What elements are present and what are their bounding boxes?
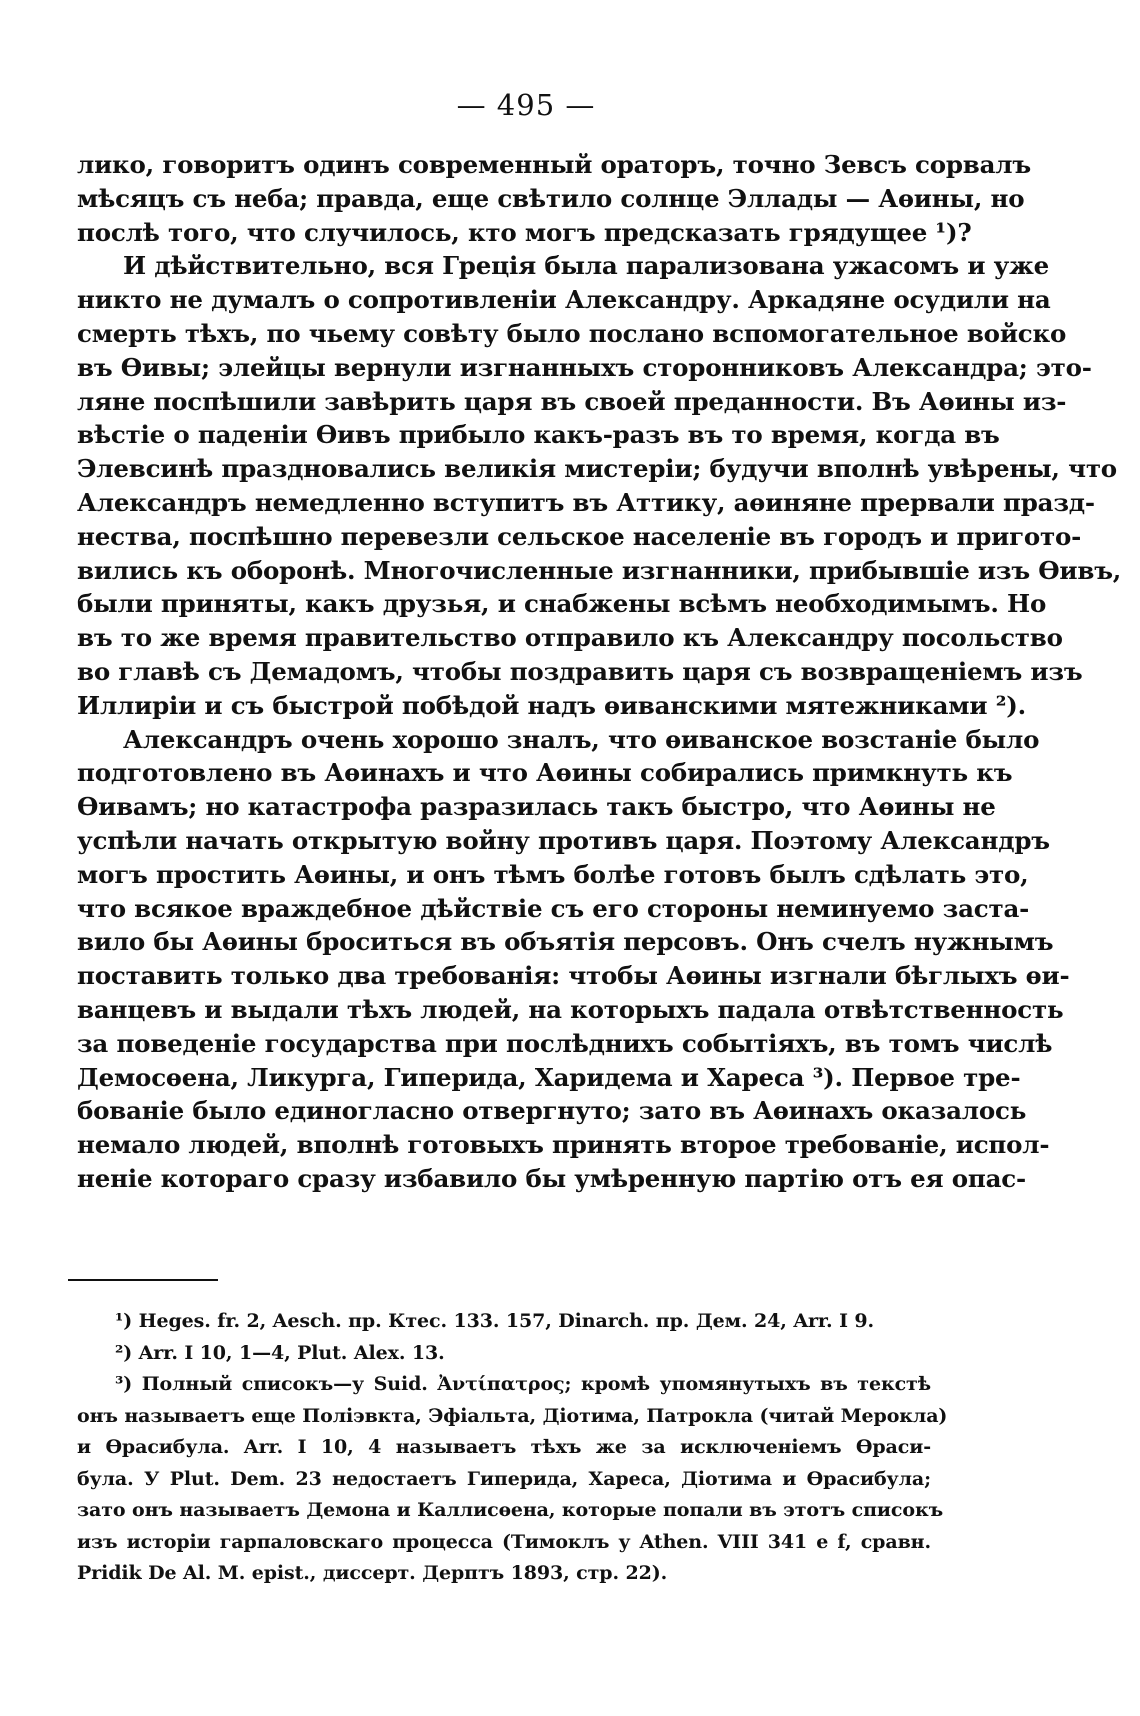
text-line: поставить только два требованія: чтобы Аѳины изгнали бѣглыхъ ѳи- <box>77 961 1070 991</box>
text-line: никто не думалъ о сопротивленіи Александру. Аркадяне осудили на <box>77 285 1051 315</box>
footnote-divider <box>68 1279 218 1281</box>
footnote-2: ²) Arr. I 10, 1—4, Plut. Alex. 13. <box>115 1341 445 1364</box>
footnote-1: ¹) Heges. fr. 2, Aesch. пр. Ктес. 133. 157, Dinarch. пр. Дем. 24, Arr. I 9. <box>115 1310 875 1332</box>
text-line: вило бы Аѳины броситься въ объятія персовъ. Онъ счелъ нужнымъ <box>77 927 1054 957</box>
page-number: — 495 — <box>456 88 596 122</box>
text-line: за поведеніе государства при послѣднихъ событіяхъ, въ томъ числѣ <box>77 1028 1053 1058</box>
footnotes <box>77 1306 948 1590</box>
footnote-line: Pridik De Al. M. epist., диссерт. Дерптъ 1893, стр. 22). <box>77 1562 668 1584</box>
text-line: неніе котораго сразу избавило бы умѣренную партію отъ ея опас- <box>77 1163 1026 1193</box>
text-line: мѣсяцъ съ неба; правда, еще свѣтило солнце Эллады — Аѳины, но <box>77 183 1025 213</box>
footnote-line: онъ называетъ еще Поліэвкта, Эфіальта, Діотима, Патрокла (читай Мерокла) <box>77 1404 948 1427</box>
text-line: послѣ того, что случилось, кто могъ предсказать грядущее ¹)? <box>77 217 972 247</box>
text-line: подготовлено въ Аѳинахъ и что Аѳины собирались примкнуть къ <box>77 758 1013 788</box>
text-line-indented <box>77 249 1050 283</box>
text-line: были приняты, какъ друзья, и снабжены всѣмъ необходимымъ. Но <box>77 589 1047 619</box>
text-line: вились къ оборонѣ. Многочисленные изгнанники, прибывшіе изъ Ѳивъ, <box>77 555 1122 585</box>
main-text <box>77 148 1122 1196</box>
text-line: вѣстіе о паденіи Ѳивъ прибыло какъ-разъ въ то время, когда въ <box>77 420 1000 450</box>
text-line: Элевсинѣ праздновались великія мистеріи; будучи вполнѣ увѣрены, что <box>77 454 1117 484</box>
text-line: могъ простить Аѳины, и онъ тѣмъ болѣе готовъ былъ сдѣлать это, <box>77 859 1029 889</box>
text-line: Ѳивамъ; но катастрофа разразилась такъ быстро, что Аѳины не <box>77 792 996 822</box>
text-line: бованіе было единогласно отвергнуто; зато въ Аѳинахъ оказалось <box>77 1096 1027 1126</box>
text-line: лико, говоритъ одинъ современный ораторъ, точно Зевсъ сорвалъ <box>77 150 1031 179</box>
text-line: нества, поспѣшно перевезли сельское населеніе въ городъ и пригото- <box>77 521 1082 551</box>
footnote-line: зато онъ называетъ Демона и Каллисѳена, которые попали въ этотъ списокъ <box>77 1499 944 1521</box>
text-line: Иллиріи и съ быстрой побѣдой надъ ѳиванскими мятежниками ²). <box>77 690 1026 720</box>
text-line: во главѣ съ Демадомъ, чтобы поздравить царя съ возвращеніемъ изъ <box>77 656 1083 686</box>
text-line: смерть тѣхъ, по чьему совѣту было послано вспомогательное войско <box>77 318 1067 348</box>
text-line-content: И дѣйствительно, вся Греція была парализована ужасомъ и уже <box>123 251 1050 281</box>
text-line-indented <box>77 723 1040 757</box>
footnote-line: изъ исторіи гарпаловскаго процесса (Тимоклъ у Athen. VIII 341 e f, сравн. <box>77 1530 931 1553</box>
text-line: Демосѳена, Ликурга, Гиперида, Харидема и Хареса ³). Первое тре- <box>77 1062 1021 1092</box>
text-line: ляне поспѣшили завѣрить царя въ своей преданности. Въ Аѳины из- <box>77 386 1067 416</box>
footnote-3: ³) Полный списокъ—у Suid. Ἀντίπατρος; кромѣ упомянутыхъ въ текстѣ <box>115 1373 931 1395</box>
text-line: Александръ немедленно вступитъ въ Аттику, аѳиняне прервали празд- <box>77 487 1095 517</box>
text-line-content: Александръ очень хорошо зналъ, что ѳиванское возстаніе было <box>123 724 1040 754</box>
text-line: немало людей, вполнѣ готовыхъ принять второе требованіе, испол- <box>77 1130 1050 1160</box>
text-line: ванцевъ и выдали тѣхъ людей, на которыхъ падала отвѣтственность <box>77 994 1064 1024</box>
footnote-line: и Ѳрасибула. Arr. I 10, 4 называетъ тѣхъ же за исключеніемъ Ѳраси- <box>77 1436 931 1458</box>
text-line: въ Ѳивы; элейцы вернули изгнанныхъ сторонниковъ Александра; это- <box>77 352 1092 382</box>
footnote-line: була. У Plut. Dem. 23 недостаетъ Гиперида, Хареса, Діотима и Ѳрасибула; <box>77 1467 931 1490</box>
text-line: что всякое враждебное дѣйствіе съ его стороны неминуемо заста- <box>77 893 1030 923</box>
text-line: успѣли начать открытую войну противъ царя. Поэтому Александръ <box>77 825 1050 855</box>
text-line: въ то же время правительство отправило къ Александру посольство <box>77 623 1063 653</box>
